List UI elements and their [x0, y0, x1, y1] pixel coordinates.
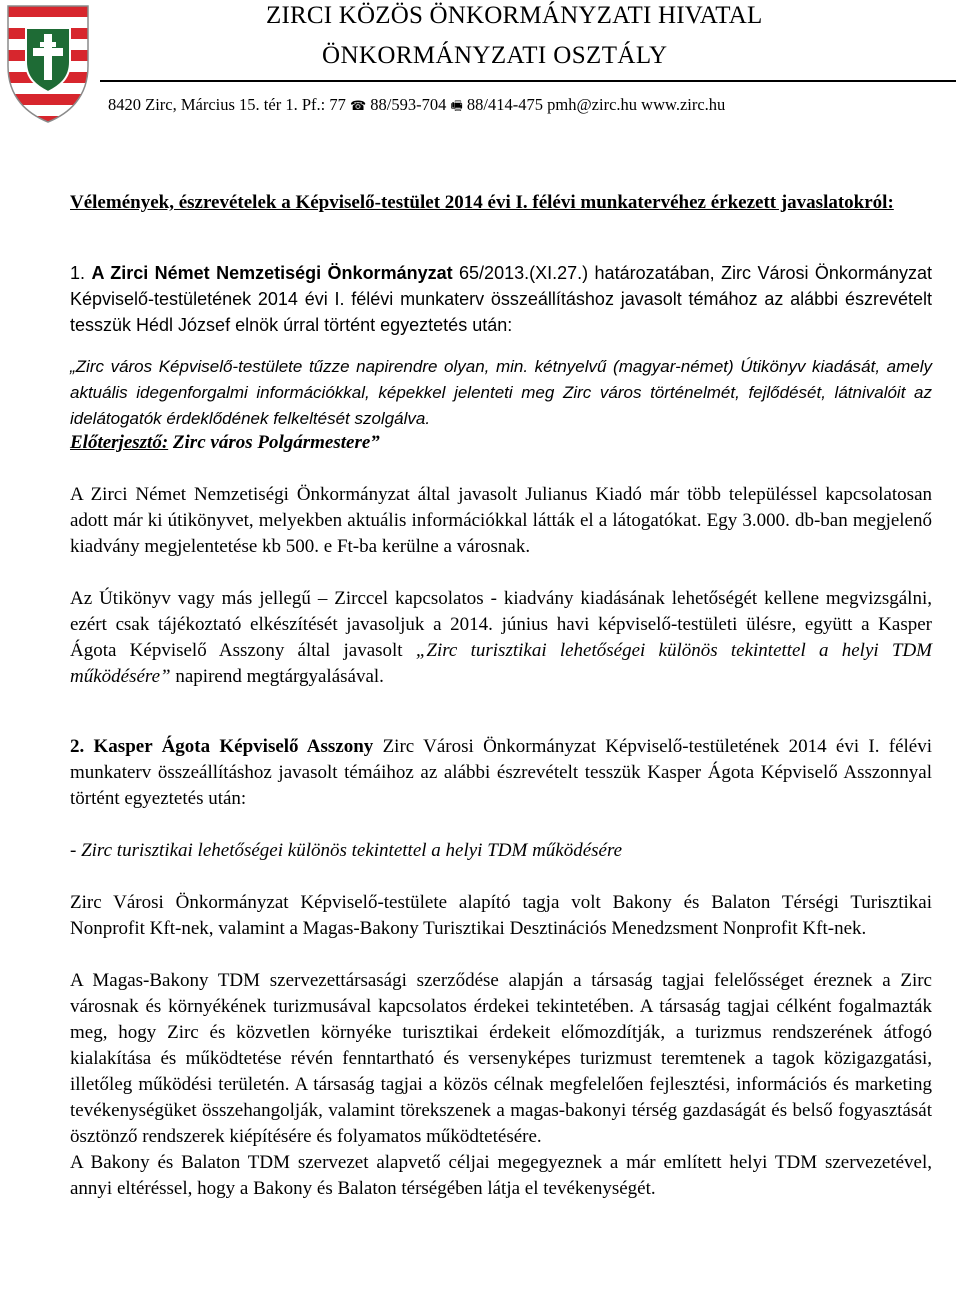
letterhead: [0, 0, 960, 130]
section-2-paragraph-1: Zirc Városi Önkormányzat Képviselő-testülete alapító tagja volt Bakony és Balaton Térségi Turisztikai Nonprofit Kft-nek, valamint a Magas-Bakony Turisztikai Desztinációs Menedzsment Nonprofit Kft-nek.: [70, 892, 932, 939]
email-link[interactable]: pmh@zirc.hu: [547, 95, 638, 114]
section-2-subject: Kasper Ágota Képviselő Asszony: [93, 736, 374, 757]
section-1-intro: [70, 260, 932, 338]
fax-number: 88/414-475: [466, 95, 544, 114]
section-1-text: 65/2013.(XI.27.) határozatában, Zirc Városi Önkormányzat Képviselő-testületének 2014 évi I. félévi munkaterv összeállításhoz javasolt témához az alábbi észrevételt tesszük Hédl József elnök úrral történt egyeztetés után:: [70, 263, 932, 335]
department-title: ÖNKORMÁNYZATI OSZTÁLY: [322, 42, 668, 69]
section-1-paragraph-2-b: „Zirc turisztikai lehetőségei különös tekintettel a helyi TDM működésére”: [70, 640, 932, 687]
coat-of-arms-logo: [6, 4, 90, 124]
document-title: Vélemények, észrevételek a Képviselő-testület 2014 évi I. félévi munkatervéhez érkezett javaslatokról:: [70, 192, 894, 213]
contact-line: [108, 95, 725, 119]
section-1-paragraph-1: A Zirci Német Nemzetiségi Önkormányzat által javasolt Julianus Kiadó már több településsel kapcsolatosan adott már ki útikönyvet, melyekben aktuális információkkal látták el a látogatókat. Egy 3.000. db-ban megjelenő kiadvány megjelentetése kb 500. e Ft-ba kerülne a városnak.: [70, 484, 932, 557]
phone-icon: ☎: [349, 99, 367, 114]
section-1-presenter: [70, 430, 932, 456]
section-2-item: [70, 838, 932, 864]
section-1-paragraph-2-c: napirend megtárgyalásával.: [175, 666, 384, 687]
section-2-number: 2.: [70, 736, 85, 757]
section-1-number: 1.: [70, 263, 86, 283]
item-dash: -: [70, 840, 77, 861]
office-title: ZIRCI KÖZÖS ÖNKORMÁNYZATI HIVATAL: [266, 2, 763, 29]
section-2-text: Zirc Városi Önkormányzat Képviselő-testületének 2014 évi I. félévi munkaterv összeállításhoz javasolt témáihoz az alábbi észrevételt tesszük Kasper Ágota Képviselő Asszonnyal történt egyeztetés után:: [70, 736, 933, 809]
address: 8420 Zirc, Március 15. tér 1. Pf.: 77: [108, 95, 346, 114]
item-text: Zirc turisztikai lehetőségei különös tekintettel a helyi TDM működésére: [81, 840, 623, 861]
header-divider: [100, 80, 956, 82]
section-1-subject: A Zirci Német Nemzetiségi Önkormányzat: [91, 263, 453, 283]
section-1-paragraph-2: [70, 586, 932, 690]
presenter-label: Előterjesztő:: [70, 432, 169, 453]
section-2-paragraph-2: A Magas-Bakony TDM szervezettársasági szerződése alapján a társaság tagjai felelősséget éreznek a Zirc városnak és környékének turizmusával kapcsolatos érdekei tekintetében. A társaság tagjai célként fogalmazták meg, hogy Zirc és közvetlen környéke turisztikai érdekeit előmozdítják, a turizmus rendszerének átfogó kialakítása és működtetése révén fenntartható és versenyképes turizmust teremtenek a tagok közigazgatási, illetőleg működési területén. A társaság tagjai a közös célnak megfelelően fejlesztési, információs és marketing tevékenységüket összehangolják, valamint törekszenek a magas-bakonyi térség gazdaságát és belső fogyasztását ösztönző rendszerek kiépítésére és folyamatos működtetésére.: [70, 970, 932, 1147]
section-2-intro: [70, 734, 932, 812]
fax-icon: 🖷: [450, 99, 463, 114]
section-1-paragraph-2-a: Az Útikönyv vagy más jellegű – Zirccel kapcsolatos - kiadvány kiadásának lehetőségét kellene megvizsgálni, ezért csak tájékoztató elkészítését javasoljuk a 2014. június havi képviselő-testületi ülésre, együtt a Kasper Ágota Képviselő Asszony által javasolt: [70, 588, 932, 661]
presenter-name: Zirc város Polgármestere”: [172, 432, 380, 453]
website-link[interactable]: www.zirc.hu: [641, 95, 726, 114]
document-body: [70, 190, 932, 1202]
phone-number: 88/593-704: [370, 95, 447, 114]
section-1-quote: „Zirc város Képviselő-testülete tűzze napirendre olyan, min. kétnyelvű (magyar-német) Útikönyv kiadását, amely aktuális idegenforgalmi információkkal, képekkel jelenteti meg Zirc város történelmét, fejlődését, látnivalóit az idelátogatók érdeklődének felkeltését szolgálva.: [70, 357, 932, 428]
section-2-paragraph-3: A Bakony és Balaton TDM szervezet alapvető céljai megegyeznek a már említett helyi TDM szervezetével, annyi eltéréssel, hogy a Bakony és Balaton térségében látja el tevékenységét.: [70, 1152, 932, 1199]
